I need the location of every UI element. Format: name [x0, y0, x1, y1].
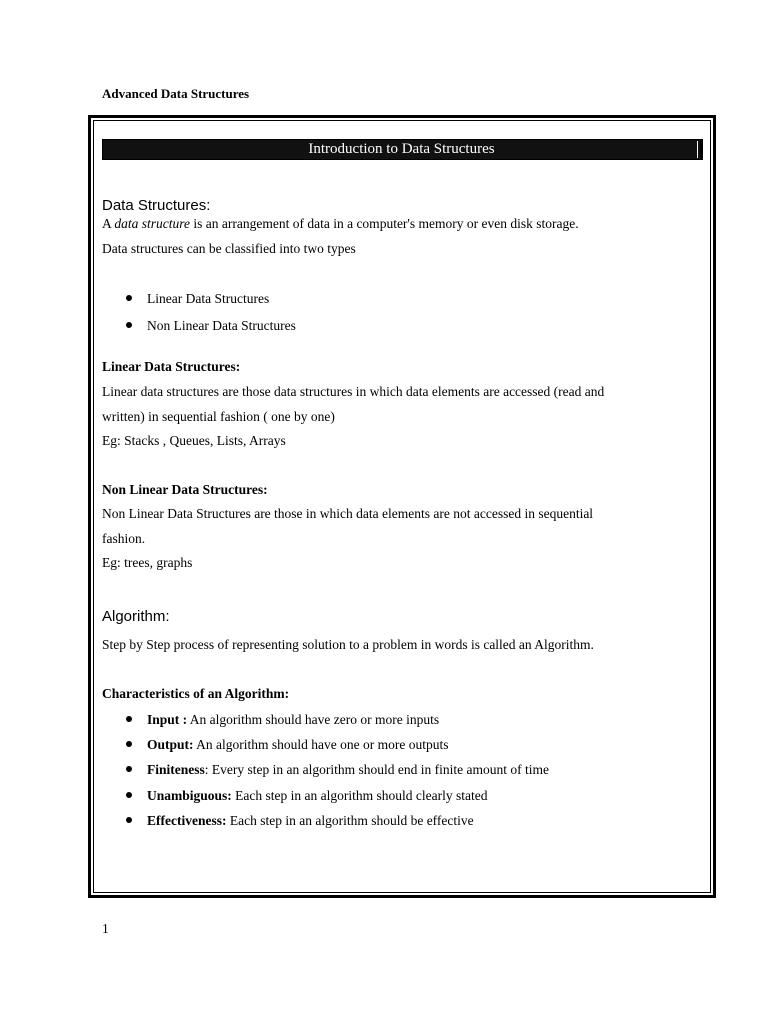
linear-heading: Linear Data Structures: — [102, 359, 241, 374]
characteristic-text: Each step in an algorithm should clearly stated — [231, 788, 488, 803]
characteristic-text: Each step in an algorithm should be effective — [226, 813, 474, 828]
bullet-icon — [126, 792, 132, 798]
bullet-icon — [126, 766, 132, 772]
list-item — [126, 317, 296, 334]
page-number: 1 — [102, 921, 109, 936]
linear-description-line2: written) in sequential fashion ( one by one) — [102, 409, 335, 424]
characteristic-term: Input : — [147, 712, 188, 727]
characteristic-text: : Every step in an algorithm should end in finite amount of time — [204, 762, 549, 777]
chapter-title-bar — [102, 139, 703, 160]
definition-prefix: A — [102, 216, 115, 231]
characteristics-heading: Characteristics of an Algorithm: — [102, 686, 290, 701]
classification-sentence: Data structures can be classified into two types — [102, 241, 356, 256]
list-item — [126, 787, 487, 804]
type-label: Non Linear Data Structures — [147, 318, 296, 333]
data-structure-definition — [102, 215, 682, 232]
algorithm-heading: Algorithm: — [102, 608, 170, 625]
non-linear-description-line1: Non Linear Data Structures are those in which data elements are not accessed in sequential — [102, 506, 594, 521]
characteristic-text: An algorithm should have zero or more inputs — [187, 712, 440, 727]
characteristic-text: An algorithm should have one or more outputs — [193, 737, 449, 752]
list-item — [126, 736, 448, 753]
data-structures-heading: Data Structures: — [102, 197, 211, 214]
list-item — [126, 290, 269, 307]
bullet-icon — [126, 295, 132, 301]
characteristic-term: Effectiveness: — [147, 813, 227, 828]
characteristic-term: Output: — [147, 737, 194, 752]
definition-rest: is an arrangement of data in a computer's memory or even disk storage. — [190, 216, 579, 231]
running-header: Advanced Data Structures — [102, 86, 250, 101]
characteristic-term: Finiteness — [147, 762, 205, 777]
list-item — [126, 812, 474, 829]
non-linear-description-line2: fashion. — [102, 531, 146, 546]
bullet-icon — [126, 322, 132, 328]
linear-description-line1: Linear data structures are those data structures in which data elements are accessed (read and — [102, 384, 605, 399]
bullet-icon — [126, 741, 132, 747]
bullet-icon — [126, 716, 132, 722]
definition-term: data structure — [114, 216, 191, 231]
non-linear-heading: Non Linear Data Structures: — [102, 482, 268, 497]
non-linear-examples: Eg: trees, graphs — [102, 555, 193, 570]
characteristic-term: Unambiguous: — [147, 788, 232, 803]
chapter-title: Introduction to Data Structures — [308, 141, 495, 157]
title-bar-edge-line — [697, 141, 698, 158]
algorithm-definition: Step by Step process of representing solution to a problem in words is called an Algorithm. — [102, 637, 594, 652]
list-item — [126, 711, 439, 728]
bullet-icon — [126, 817, 132, 823]
linear-examples: Eg: Stacks , Queues, Lists, Arrays — [102, 433, 286, 448]
type-label: Linear Data Structures — [147, 291, 270, 306]
list-item — [126, 761, 549, 778]
